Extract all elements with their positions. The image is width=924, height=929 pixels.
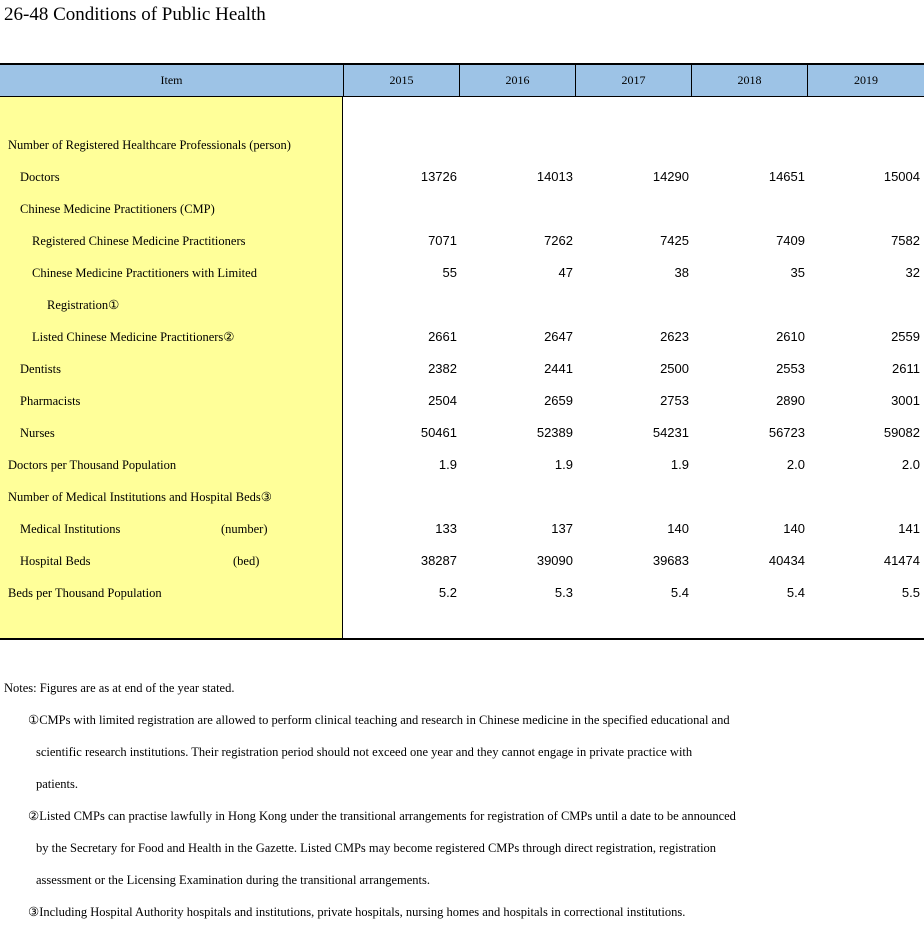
row-label: Chinese Medicine Practitioners (CMP) [20, 202, 215, 216]
note-line: by the Secretary for Food and Health in the Gazette. Listed CMPs may become registered CMPs through direct registration, registration [36, 841, 717, 855]
header-item: Item [160, 73, 183, 87]
value-cell-2017: 38 [674, 265, 689, 280]
row-label: Number of Registered Healthcare Professionals (person) [8, 138, 291, 152]
value-cell-2015: 2504 [428, 393, 457, 408]
value-cell-2017: 54231 [652, 425, 689, 440]
value-cell-2019: 59082 [883, 425, 920, 440]
note-line: scientific research institutions. Their registration period should not exceed one year and they cannot engage in private practice with [36, 745, 693, 759]
value-cell-2018: 2.0 [786, 457, 805, 472]
value-cell-2018: 2610 [776, 329, 805, 344]
table-row [0, 321, 924, 353]
row-label: Hospital Beds [20, 554, 91, 568]
value-cell-2018: 35 [790, 265, 805, 280]
value-cell-2015: 7071 [428, 233, 457, 248]
note-line: ②Listed CMPs can practise lawfully in Hong Kong under the transitional arrangements for registration of CMPs until a date to be announced [28, 809, 736, 823]
value-cell-2015: 2661 [428, 329, 457, 344]
value-cell-2015: 13726 [420, 169, 457, 184]
value-cell-2015: 5.2 [438, 585, 457, 600]
table-row [0, 353, 924, 385]
row-unit: (number) [221, 522, 268, 536]
value-cell-2016: 137 [551, 521, 573, 536]
value-cell-2018: 7409 [776, 233, 805, 248]
value-cell-2016: 47 [558, 265, 573, 280]
value-cell-2015: 55 [442, 265, 457, 280]
value-cell-2019: 41474 [883, 553, 920, 568]
header-year-2016: 2016 [505, 73, 530, 87]
table-row [0, 385, 924, 417]
table-row [0, 129, 924, 161]
value-cell-2015: 133 [435, 521, 457, 536]
value-cell-2018: 2890 [776, 393, 805, 408]
table-row [0, 257, 924, 289]
value-cell-2017: 2500 [660, 361, 689, 376]
value-cell-2018: 2553 [776, 361, 805, 376]
value-cell-2016: 14013 [536, 169, 573, 184]
value-cell-2016: 2647 [544, 329, 573, 344]
table-row [0, 161, 924, 193]
value-cell-2019: 32 [905, 265, 920, 280]
value-cell-2016: 5.3 [554, 585, 573, 600]
value-cell-2019: 2559 [891, 329, 920, 344]
value-cell-2018: 40434 [768, 553, 805, 568]
value-cell-2015: 2382 [428, 361, 457, 376]
value-cell-2017: 5.4 [670, 585, 689, 600]
note-line: ③Including Hospital Authority hospitals and institutions, private hospitals, nursing homes and hospitals in correctional institutions. [28, 905, 686, 919]
row-label: Registered Chinese Medicine Practitioners [32, 234, 246, 248]
note-line: assessment or the Licensing Examination during the transitional arrangements. [36, 873, 430, 887]
row-label: Pharmacists [20, 394, 81, 408]
value-cell-2016: 39090 [536, 553, 573, 568]
row-label: Chinese Medicine Practitioners with Limited [32, 266, 257, 280]
note-line: patients. [36, 777, 79, 791]
table-row [0, 577, 924, 609]
value-cell-2019: 7582 [891, 233, 920, 248]
row-label: Beds per Thousand Population [8, 586, 162, 600]
value-cell-2016: 2441 [544, 361, 573, 376]
value-cell-2015: 38287 [420, 553, 457, 568]
table-header [0, 63, 924, 97]
value-cell-2018: 140 [783, 521, 805, 536]
value-cell-2016: 7262 [544, 233, 573, 248]
value-cell-2019: 2611 [892, 361, 920, 376]
row-label: Medical Institutions [20, 522, 121, 536]
value-cell-2019: 141 [898, 521, 920, 536]
table-row [0, 481, 924, 513]
row-label: Registration① [47, 298, 120, 312]
table-row [0, 449, 924, 481]
health-table [0, 63, 924, 640]
row-label: Listed Chinese Medicine Practitioners② [32, 330, 235, 344]
table-row [0, 545, 924, 577]
value-cell-2016: 52389 [536, 425, 573, 440]
table-row [0, 289, 924, 321]
header-year-2017: 2017 [621, 73, 646, 87]
value-cell-2017: 39683 [652, 553, 689, 568]
value-cell-2017: 140 [667, 521, 689, 536]
value-cell-2017: 1.9 [670, 457, 689, 472]
notes-heading: Notes: Figures are as at end of the year stated. [4, 681, 235, 695]
table-row [0, 513, 924, 545]
row-label: Dentists [20, 362, 61, 376]
page-title: 26-48 Conditions of Public Health [4, 4, 266, 25]
value-cell-2019: 2.0 [901, 457, 920, 472]
row-unit: (bed) [233, 554, 260, 568]
table-row [0, 193, 924, 225]
value-cell-2016: 1.9 [554, 457, 573, 472]
header-year-2015: 2015 [389, 73, 414, 87]
row-label: Nurses [20, 426, 55, 440]
value-cell-2017: 2623 [660, 329, 689, 344]
value-cell-2018: 5.4 [786, 585, 805, 600]
value-cell-2017: 2753 [660, 393, 689, 408]
value-cell-2019: 3001 [891, 393, 920, 408]
note-line: ①CMPs with limited registration are allowed to perform clinical teaching and research in Chinese medicine in the specified educational and [28, 713, 730, 727]
value-cell-2019: 5.5 [901, 585, 920, 600]
value-cell-2018: 14651 [768, 169, 805, 184]
row-label: Doctors [20, 170, 60, 184]
value-cell-2017: 7425 [660, 233, 689, 248]
value-cell-2019: 15004 [883, 169, 920, 184]
header-year-2019: 2019 [854, 73, 878, 87]
table-bottom-rule [0, 638, 924, 640]
header-year-2018: 2018 [737, 73, 762, 87]
value-cell-2018: 56723 [768, 425, 805, 440]
value-cell-2016: 2659 [544, 393, 573, 408]
row-label: Number of Medical Institutions and Hospital Beds③ [8, 490, 272, 504]
value-cell-2015: 50461 [420, 425, 457, 440]
table-row [0, 417, 924, 449]
value-cell-2015: 1.9 [438, 457, 457, 472]
table-row [0, 225, 924, 257]
row-label: Doctors per Thousand Population [8, 458, 177, 472]
value-cell-2017: 14290 [652, 169, 689, 184]
